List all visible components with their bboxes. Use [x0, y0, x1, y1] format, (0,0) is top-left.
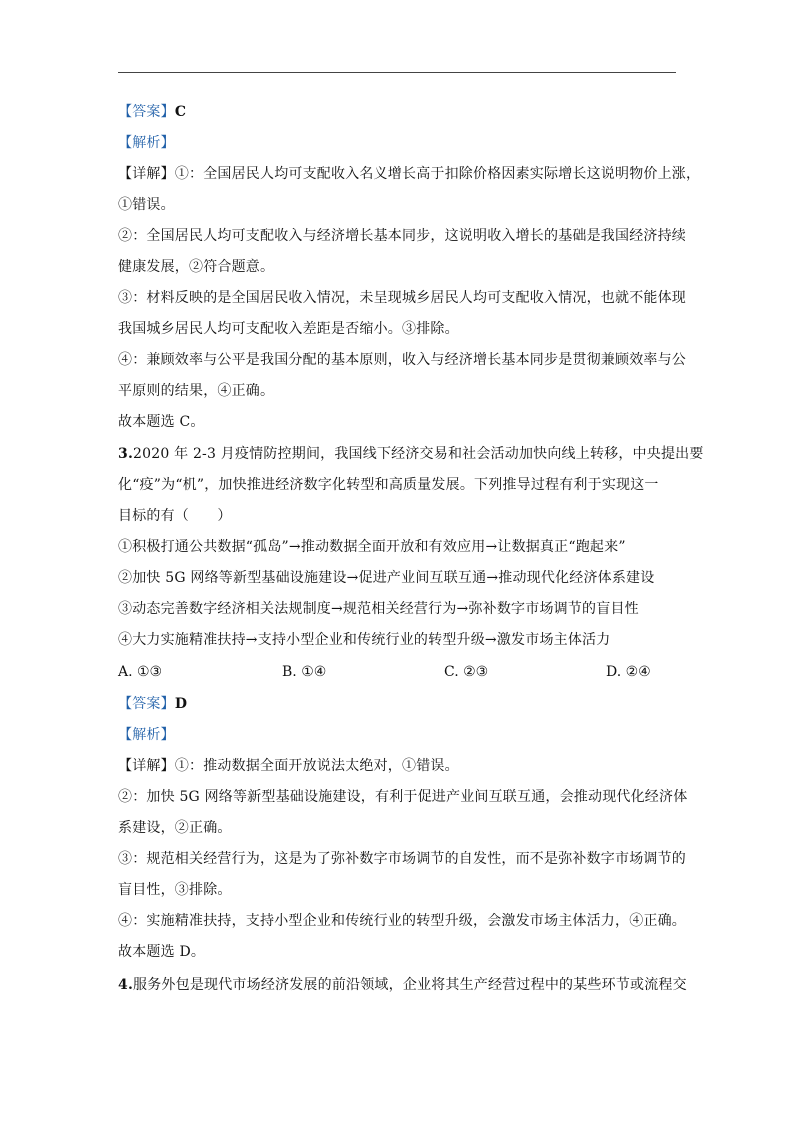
q2-detail-line-3: ②：全国居民人均可支配收入与经济增长基本同步，这说明收入增长的基础是我国经济持续	[118, 228, 686, 244]
q3-option-a: A. ①③	[118, 664, 163, 680]
detail-text: ①：推动数据全面开放说法太绝对，①错误。	[174, 758, 459, 774]
q3-detail-line-3: 系建设，②正确。	[118, 820, 232, 836]
q3-detail-line-5: 盲目性，③排除。	[118, 882, 232, 898]
q3-detail-line-1	[118, 756, 459, 776]
q2-detail-line-8: 平原则的结果，④正确。	[118, 383, 275, 399]
q2-detail-line-7: ④：兼顾效率与公平是我国分配的基本原则，收入与经济增长基本同步是贯彻兼顾效率与公	[118, 352, 686, 368]
q3-statement-4: ④大力实施精准扶持→支持小型企业和传统行业的转型升级→激发市场主体活力	[118, 632, 611, 648]
q2-detail-line-1	[118, 164, 700, 184]
q3-detail-line-2: ②：加快 5G 网络等新型基础设施建设，有利于促进产业间互联互通，会推动现代化经济体	[118, 789, 688, 805]
q3-conclusion: 故本题选 D。	[118, 944, 206, 960]
q3-stem-line-2: 化“疫”为“机”，加快推进经济数字化转型和高质量发展。下列推导过程有利于实现这一	[118, 477, 659, 493]
q4-stem-line-1	[118, 975, 687, 995]
q3-statement-3: ③动态完善数字经济相关法规制度→规范相关经营行为→弥补数字市场调节的盲目性	[118, 601, 639, 617]
question-number: 4.	[118, 977, 134, 993]
q2-detail-line-2: ①错误。	[118, 197, 175, 213]
answer-value: C	[174, 104, 187, 120]
q2-detail-line-6: 我国城乡居民人均可支配收入差距是否缩小。③排除。	[118, 321, 459, 337]
q2-detail-line-5: ③：材料反映的是全国居民收入情况，未呈现城乡居民人均可支配收入情况，也就不能体现	[118, 290, 686, 306]
q3-detail-line-4: ③：规范相关经营行为，这是为了弥补数字市场调节的自发性，而不是弥补数字市场调节的	[118, 851, 686, 867]
q2-answer-line	[118, 102, 186, 122]
detail-tag: 【详解】	[118, 758, 175, 774]
q3-analysis-tag: 【解析】	[118, 727, 175, 743]
header-rule	[118, 72, 676, 73]
stem-text: 服务外包是现代市场经济发展的前沿领域，企业将其生产经营过程中的某些环节或流程交	[133, 977, 687, 993]
answer-tag: 【答案】	[118, 696, 175, 712]
detail-tag: 【详解】	[118, 166, 175, 182]
q3-option-b: B. ①④	[282, 664, 327, 680]
q2-analysis-tag: 【解析】	[118, 135, 175, 151]
q3-option-c: C. ②③	[444, 664, 489, 680]
q2-detail-line-4: 健康发展，②符合题意。	[118, 259, 275, 275]
answer-tag: 【答案】	[118, 104, 175, 120]
q3-answer-line	[118, 694, 187, 714]
q3-statement-1: ①积极打通公共数据“孤岛”→推动数据全面开放和有效应用→让数据真正“跑起来”	[118, 539, 626, 555]
q3-option-d: D. ②④	[606, 664, 651, 680]
q3-detail-line-6: ④：实施精准扶持，支持小型企业和传统行业的转型升级，会激发市场主体活力，④正确。	[118, 913, 686, 929]
detail-text: ①：全国居民人均可支配收入名义增长高于扣除价格因素实际增长这说明物价上涨，	[174, 166, 701, 182]
answer-value: D	[174, 696, 188, 712]
stem-text: 2020 年 2-3 月疫情防控期间，我国线下经济交易和社会活动加快向线上转移，中央提出要	[133, 446, 704, 462]
q3-statement-2: ②加快 5G 网络等新型基础设施建设→促进产业间互联互通→推动现代化经济体系建设	[118, 570, 655, 586]
q3-stem-line-3: 目标的有（ ）	[118, 508, 232, 524]
question-number: 3.	[118, 446, 134, 462]
q2-conclusion: 故本题选 C。	[118, 414, 205, 430]
q3-stem-line-1	[118, 444, 704, 464]
